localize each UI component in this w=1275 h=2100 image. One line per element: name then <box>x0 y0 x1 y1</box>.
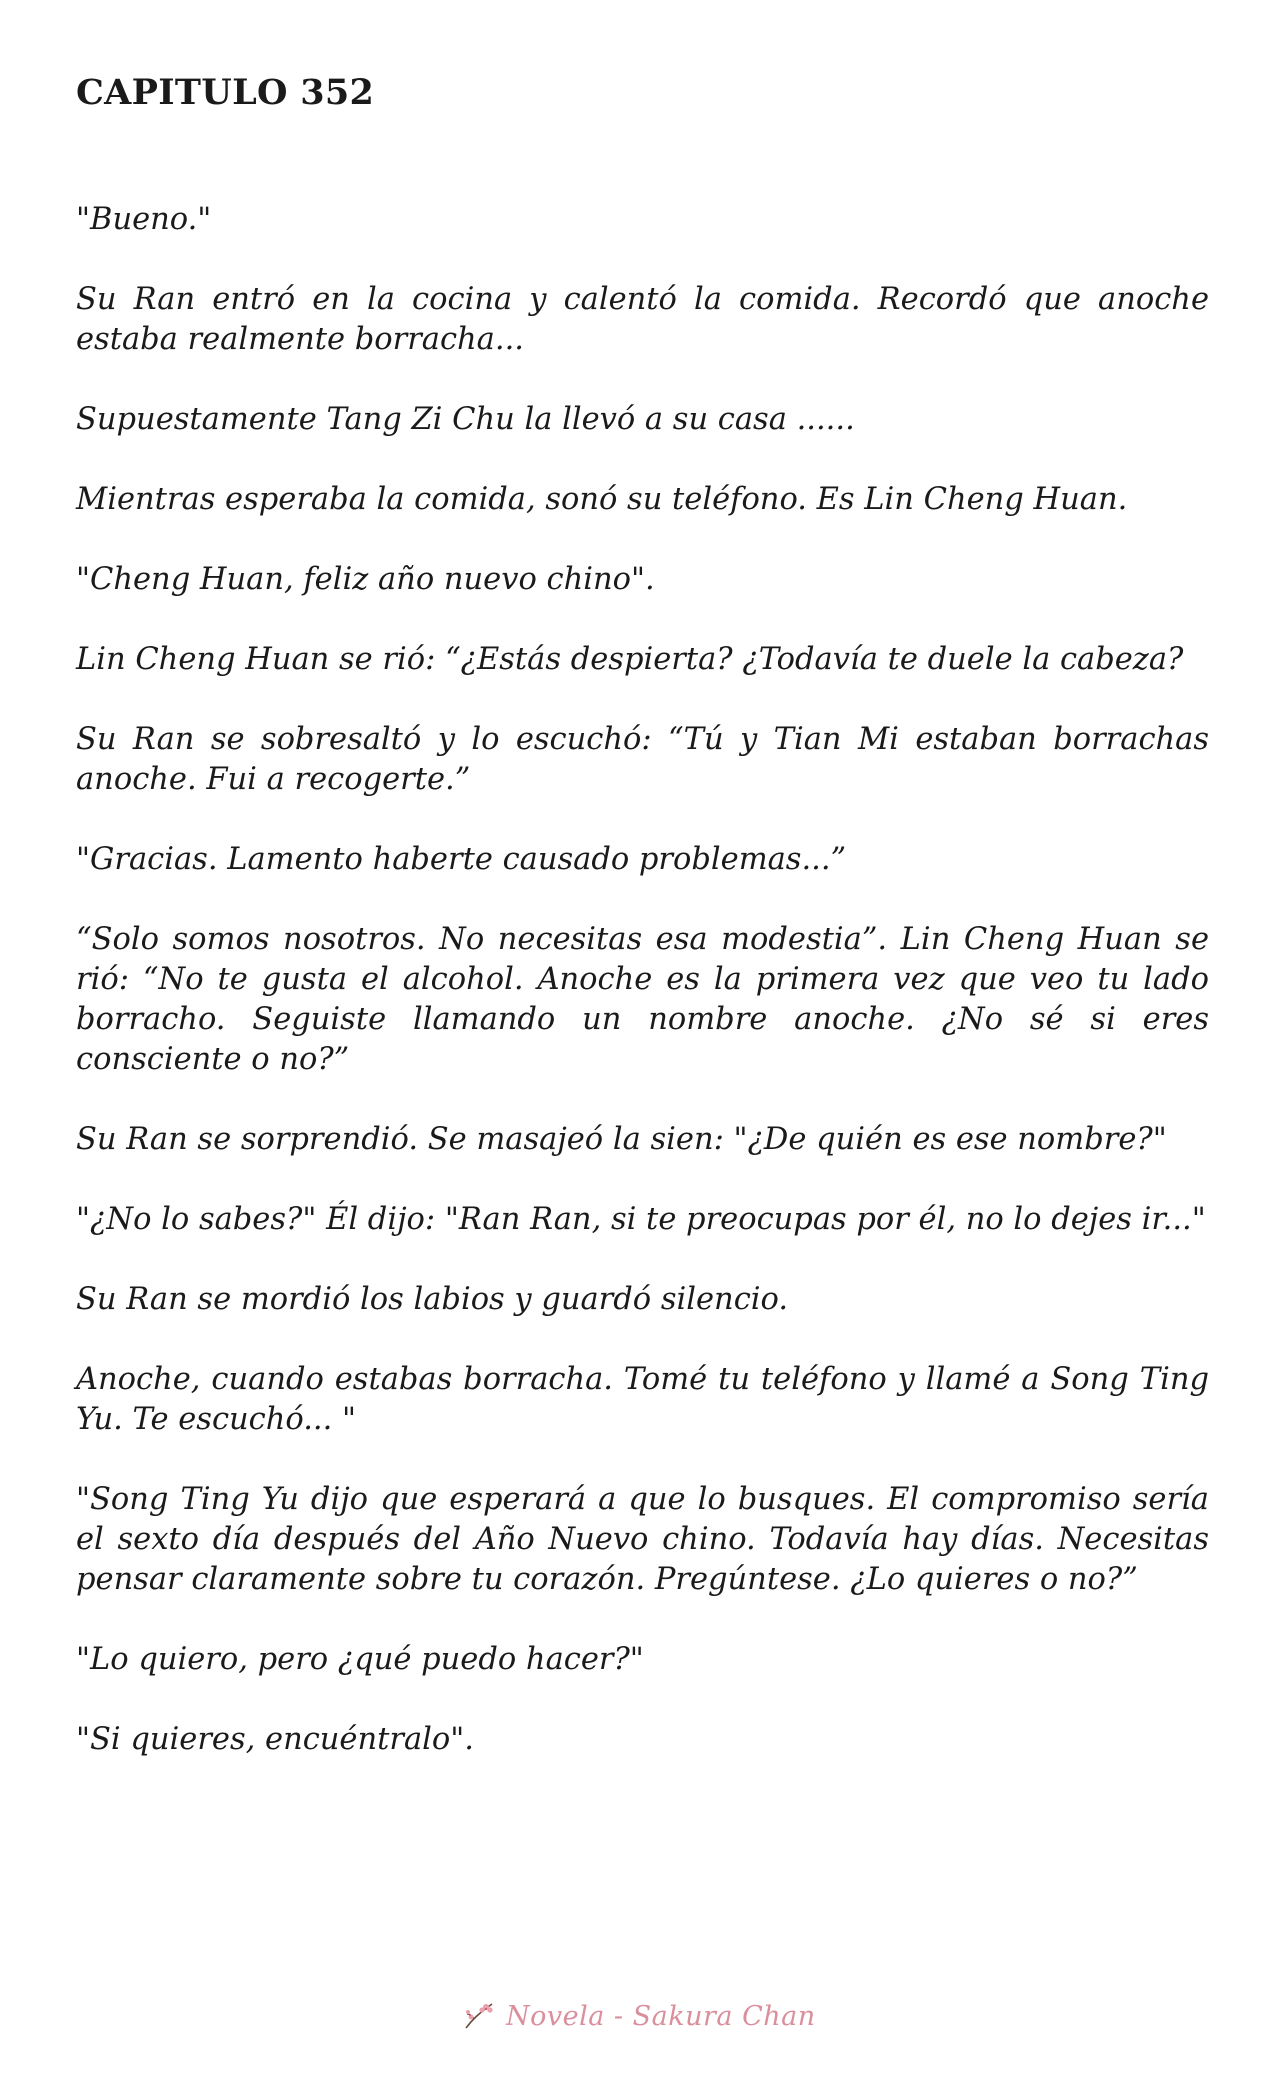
paragraph: Lin Cheng Huan se rió: “¿Estás despierta? ¿Todavía te duele la cabeza? <box>76 642 1184 677</box>
sakura-blossom-icon <box>462 1998 498 2034</box>
paragraph: Supuestamente Tang Zi Chu la llevó a su casa ...... <box>76 402 855 437</box>
paragraph: "¿No lo sabes?" Él dijo: "Ran Ran, si te preocupas por él, no lo dejes ir..." <box>76 1202 1206 1237</box>
paragraph: Anoche, cuando estabas borracha. Tomé tu teléfono y llamé a Song Ting Yu. Te escuchó... " <box>76 1362 1209 1437</box>
watermark-text: Novela - Sakura Chan <box>506 2000 816 2032</box>
paragraph: “Solo somos nosotros. No necesitas esa modestia”. Lin Cheng Huan se rió: “No te gusta el alcohol. Anoche es la primera vez que veo tu lado borracho. Seguiste llamando un nombre anoche. ¿No sé si eres consciente o no?” <box>76 922 1209 1077</box>
paragraph: Mientras esperaba la comida, sonó su teléfono. Es Lin Cheng Huan. <box>76 482 1128 517</box>
paragraph: "Lo quiero, pero ¿qué puedo hacer?" <box>76 1642 644 1677</box>
paragraph: Su Ran entró en la cocina y calentó la comida. Recordó que anoche estaba realmente borracha... <box>76 282 1209 357</box>
chapter-title: CAPITULO 352 <box>76 72 375 113</box>
paragraph: "Cheng Huan, feliz año nuevo chino". <box>76 562 655 597</box>
paragraph: Su Ran se sorprendió. Se masajeó la sien: "¿De quién es ese nombre?" <box>76 1122 1167 1157</box>
paragraph: "Gracias. Lamento haberte causado problemas...” <box>76 842 847 877</box>
paragraph: Su Ran se sobresaltó y lo escuchó: “Tú y Tian Mi estaban borrachas anoche. Fui a recogerte.” <box>76 722 1209 797</box>
chapter-body <box>76 200 1209 1800</box>
paragraph: "Bueno." <box>76 202 212 237</box>
watermark <box>462 1994 816 2038</box>
paragraph: "Si quieres, encuéntralo". <box>76 1722 474 1757</box>
paragraph: "Song Ting Yu dijo que esperará a que lo busques. El compromiso sería el sexto día después del Año Nuevo chino. Todavía hay días. Necesitas pensar claramente sobre tu corazón. Pregúntese. ¿Lo quieres o no?” <box>76 1482 1209 1597</box>
paragraph: Su Ran se mordió los labios y guardó silencio. <box>76 1282 789 1317</box>
